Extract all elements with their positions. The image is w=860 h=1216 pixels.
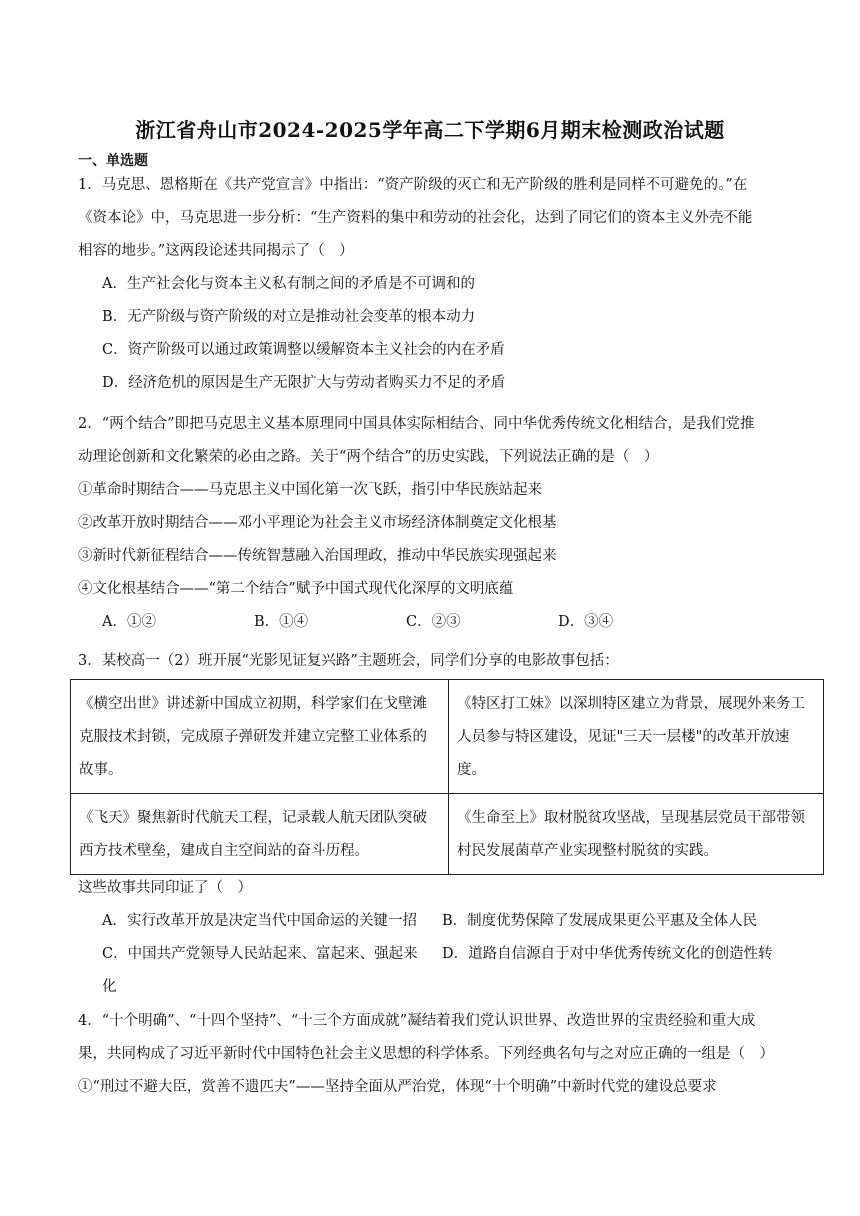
question-4-statement-1: ①“刑过不避大臣，赏善不遗匹夫”——坚持全面从严治党，体现“十个明确”中新时代党的建设总要求 [78, 1079, 717, 1095]
table-row [71, 680, 824, 794]
question-3-options-row-1 [78, 905, 786, 938]
question-1-line: 相容的地步。”这两段论述共同揭示了（ ） [78, 243, 354, 259]
question-2-statement-4: ④文化根基结合——“第二个结合”赋予中国式现代化深厚的文明底蕴 [78, 581, 514, 597]
question-2-statement-2: ②改革开放时期结合——邓小平理论为社会主义市场经济体制奠定文化根基 [78, 515, 557, 531]
question-3-options-row-2 [78, 938, 786, 971]
question-3-intro [78, 645, 786, 678]
table-cell: 《横空出世》讲述新中国成立初期，科学家们在戈壁滩克服技术封锁，完成原子弹研发并建立完整工业体系的故事。 [71, 680, 449, 794]
question-3-option-d-continued: 化 [102, 979, 117, 995]
question-2-statement-3: ③新时代新征程结合——传统智慧融入治国理政，推动中华民族实现强起来 [78, 548, 557, 564]
table-cell: 《生命至上》取材脱贫攻坚战，呈现基层党员干部带领村民发展菌草产业实现整村脱贫的实践。 [449, 794, 824, 875]
question-3-body [78, 872, 786, 1004]
table-cell: 《特区打工妹》以深圳特区建立为背景，展现外来务工人员参与特区建设，见证"三天一层楼"的改革开放速度。 [449, 680, 824, 794]
question-2-line: 2．“两个结合”即把马克思主义基本原理同中国具体实际相结合、同中华优秀传统文化相结合，是我们党推 [78, 416, 755, 432]
question-1-line: 《资本论》中，马克思进一步分析：“生产资料的集中和劳动的社会化，达到了同它们的资本主义外壳不能 [78, 210, 753, 226]
question-1-line: 1．马克思、恩格斯在《共产党宣言》中指出：“资产阶级的灭亡和无产阶级的胜利是同样不可避免的。”在 [78, 177, 748, 193]
question-4-line: 4．“十个明确”、“十四个坚持”、“十三个方面成就”凝结着我们党认识世界、改造世界的宝贵经验和重大成 [78, 1013, 756, 1029]
question-2-option-d: D．③④ [558, 614, 614, 630]
question-1-option-c: C．资产阶级可以通过政策调整以缓解资本主义社会的内在矛盾 [102, 342, 505, 358]
table-row [71, 794, 824, 875]
question-3-option-c: C．中国共产党领导人民站起来、富起来、强起来 [102, 946, 418, 962]
question-1-option-b: B．无产阶级与资产阶级的对立是推动社会变革的根本动力 [102, 309, 476, 325]
question-1-option-a: A．生产社会化与资本主义私有制之间的矛盾是不可调和的 [102, 276, 475, 292]
question-1 [78, 169, 786, 400]
question-3-prompt: 这些故事共同印证了（ ） [78, 880, 252, 896]
question-2 [78, 408, 786, 639]
question-3-line: 3．某校高一（2）班开展“光影见证复兴路”主题班会，同学们分享的电影故事包括： [78, 653, 619, 669]
question-1-option-d: D．经济危机的原因是生产无限扩大与劳动者购买力不足的矛盾 [102, 375, 506, 391]
question-2-option-c: C．②③ [406, 614, 461, 630]
question-2-option-b: B．①④ [254, 614, 309, 630]
page-title: 浙江省舟山市2024-2025学年高二下学期6月期末检测政治试题 [135, 118, 725, 142]
table-cell: 《飞天》聚焦新时代航天工程，记录载人航天团队突破西方技术壁垒，建成自主空间站的奋斗历程。 [71, 794, 449, 875]
question-2-statement-1: ①革命时期结合——马克思主义中国化第一次飞跃，指引中华民族站起来 [78, 482, 542, 498]
section-heading: 一、单选题 [78, 153, 148, 169]
question-4 [78, 1005, 786, 1104]
question-2-option-a: A．①② [102, 614, 156, 630]
question-3-option-b: B．制度优势保障了发展成果更公平惠及全体人民 [442, 913, 758, 929]
question-2-options [78, 606, 786, 639]
question-2-line: 动理论创新和文化繁荣的必由之路。关于“两个结合”的历史实践，下列说法正确的是（ ） [78, 449, 659, 465]
film-story-table [70, 679, 824, 875]
question-3-option-a: A．实行改革开放是决定当代中国命运的关键一招 [102, 913, 417, 929]
question-4-line: 果，共同构成了习近平新时代中国特色社会主义思想的科学体系。下列经典名句与之对应正确的一组是（ ） [78, 1046, 774, 1062]
question-3-option-d: D．道路自信源自于对中华优秀传统文化的创造性转 [442, 946, 773, 962]
